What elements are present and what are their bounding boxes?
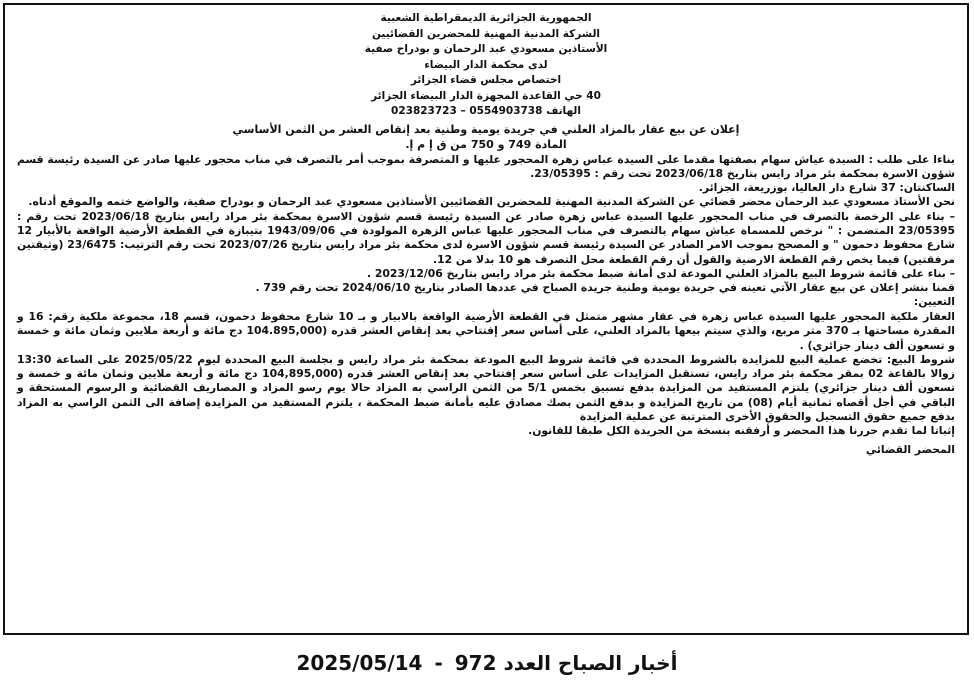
letterhead [17, 11, 955, 120]
newspaper-issue: أخبار الصباح العدد 972 [454, 650, 678, 675]
sale-conditions-paragraph: شروط البيع: تخضع عملية البيع للمزايدة بالشروط المحددة في قائمة شروط البيع المودعة بمحكمة بئر مراد رايس و بجلسة البيع المحددة ليوم 2025/05/22 على الساعة 13:30 زوالا بالقاعة 02 بمقر محكمة بئر مراد رايس، تستقبل المزايدات على أساس سعر إفتتاحي بعد إنقاص العشر قدره (104,895,000 دج مائة و أربعة ملايين وثمان مائة و خمسة و تسعون ألف دينار جزائري) يلتزم المستفيد من المزايدة بدفع تسبيق بخمس 5/1 من الثمن الراسي به المزاد حالا يوم رسو المزاد و المصاريف القضائية و الرسوم المستحقة و الباقي في أجل أقصاه ثمانية أيام (08) من تاريخ المزايدة و بدفع الثمن بصك مصادق عليه بأمانة ضبط المحكمة ، يلتزم المستفيد من المزايدة إضافة الى الثمن الراسي به المزاد بدفع جميع حقوق التسجيل والحقوق الأخرى المترتبة عن عملية المزايدة [17, 352, 955, 424]
bailiff-paragraph: نحن الأستاذ مسعودي عبد الرحمان محضر قضائي عن الشركة المدنية المهنية للمحضرين القضائيين الأستاذين مسعودي عبد الرحمان و بودراح صفية، والواضع ختمه والموقع أدناه. [28, 195, 955, 209]
phone-numbers: الهاتف 0554903738 – 023823723 [391, 105, 581, 117]
office-address: 40 حي القاعدة المجهزة الدار البيضاء الجزائر [371, 89, 601, 102]
announcement-frame [3, 3, 969, 635]
closing-paragraph: إثباتا لما تقدم حررنا هذا المحضر و أرفقنه بنسخة من الجريدة الكل طبقا للقانون. [528, 424, 955, 438]
jurisdiction: اختصاص مجلس قضاء الجزائر [410, 74, 562, 86]
conditions-list-paragraph: – بناء على قائمة شروط البيع بالمزاد العلني المودعة لدى أمانة ضبط محكمة بئر مراد رايس بتاريخ 2023/12/06 . [366, 266, 955, 280]
license-paragraph: – بناء على الرخصة بالتصرف في مناب المحجور عليها السيدة عباس زهرة صادر عن السيدة رئيسة قسم شؤون الاسرة بمحكمة بئر مراد رايس بتاريخ 2023/06/18 تحت رقم : 23/05395 المتضمن : " نرخص للمسماة عياش سهام بالتصرف في مناب المحجور عليها عباس الزهرة المولودة في 1943/09/06 بتيبازة في القطعة الأرضية الواقعة بالأبيار 12 شارع محفوظ دحمون " و المصحح بموجب الامر الصادر عن السيدة رئيسة قسم شؤون الاسرة لدى محكمة بئر مراد رايس بتاريخ 2023/07/26 تحت رقم الترتيب: 23/6475 (وثيقتين مرفقتين) فيما يخص رقم القطعة الارضية والقول أن رقم القطعة محل التصرف هو 10 بدلا من 12. [17, 209, 955, 266]
publication-paragraph: قمنا بنشر إعلان عن بيع عقار الآتي تعينه في جريدة يومية وطنية جريدة الصباح في عددها الصادر بتاريخ 2024/06/10 تحت رقم 739 . [255, 281, 955, 295]
residence-paragraph: الساكنتان: 37 شارع دار العاليا، بوزريعة، الجزائر. [698, 181, 955, 195]
republic-name: الجمهورية الجزائرية الديمقراطية الشعبية [380, 12, 592, 24]
issue-date: 2025/05/14 [296, 650, 423, 675]
requester-paragraph: بناءا على طلب : السيدة عياش سهام بصفتها مقدما على السيدة عباس زهرة المحجور عليها و المتصرفة بموجب أمر بالتصرف في مناب محجور عليها صادر عن السيدة رئيسة قسم شؤون الاسرة بمحكمة بئر مراد رايس بتاريخ 2023/06/18 تحت رقم : 23/05395. [17, 152, 955, 180]
announcement-heading [17, 122, 955, 153]
bailiffs-names: الأستاذين مسعودي عبد الرحمان و بودراح صفية [364, 43, 608, 55]
company-name: الشركة المدنية المهنية للمحضرين القضائيين [371, 27, 600, 40]
footer-separator: - [434, 650, 443, 675]
legal-articles: المادة 749 و 750 من ق إ م إ. [405, 138, 567, 151]
legal-notice [5, 5, 967, 456]
newspaper-footer [0, 636, 974, 689]
property-paragraph: العقار ملكية المحجور عليها السيدة عباس زهرة في عقار مشهر متمثل في القطعة الأرضية الواقعة بالابيار و بـ 10 شارع محفوظ دحمون، قسم 18، مجموعة ملكية رقم: 16 و المقدرة مساحتها بـ 370 متر مربع، والذي سيتم بيعها بالمزاد العلني، على أساس سعر إفتتاحي بعد إنقاص العشر قدره (104.895,000 دج مائة و أربعة ملايين وثمان مائة و خمسة و تسعون ألف دينار جزائري) . [17, 309, 955, 352]
announcement-title: إعلان عن بيع عقار بالمزاد العلني في جريدة يومية وطنية بعد إنقاص العشر من الثمن الأساسي [232, 122, 740, 136]
signature-label: المحضر القضائي [865, 442, 955, 456]
court-name: لدى محكمة الدار البيضاء [424, 58, 548, 71]
designation-heading: التعيين: [913, 295, 955, 309]
